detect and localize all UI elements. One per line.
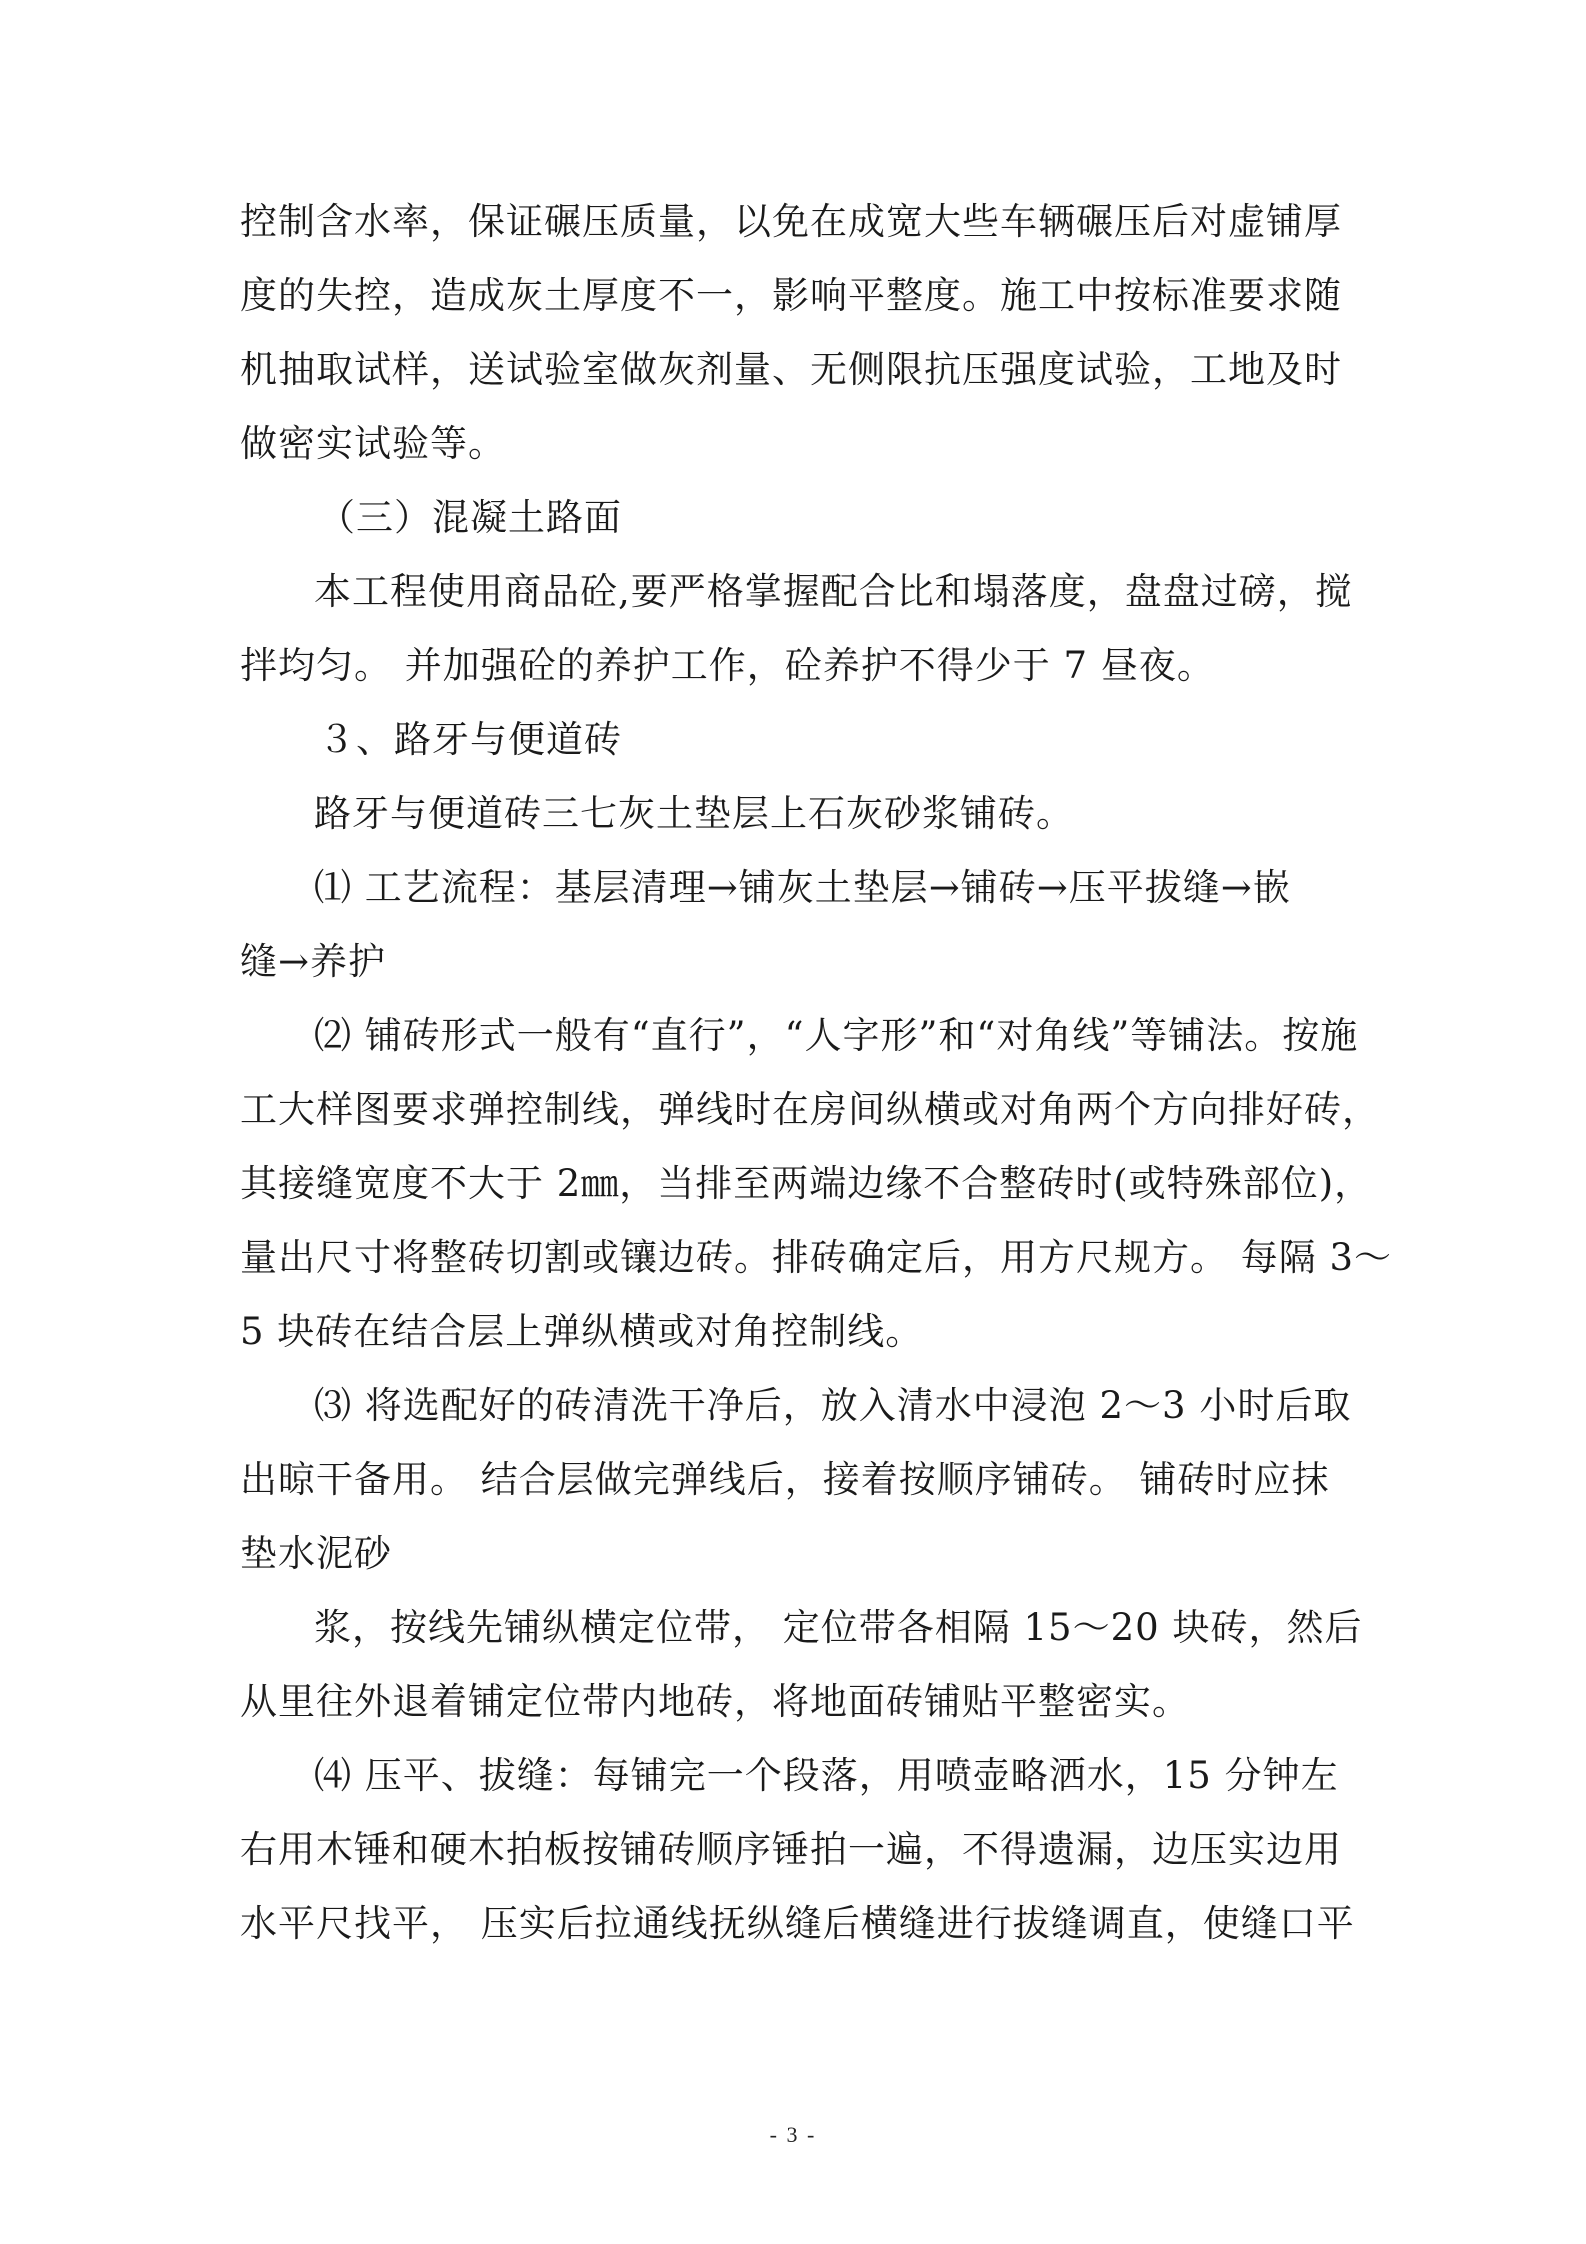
text-line: 度的失控，造成灰土厚度不一，影响平整度。施工中按标准要求随 [240, 274, 1342, 317]
text-line: 右用木锤和硬木拍板按铺砖顺序锤拍一遍，不得遗漏，边压实边用 [240, 1828, 1342, 1871]
text-line: 缝→养护 [240, 940, 387, 983]
text-line: 浆，按线先铺纵横定位带， 定位带各相隔 15～20 块砖，然后 [314, 1606, 1363, 1649]
text-line: ⑴ 工艺流程：基层清理→铺灰土垫层→铺砖→压平拔缝→嵌 [314, 866, 1291, 909]
text-line: 水平尺找平， 压实后拉通线抚纵缝后横缝进行拔缝调直，使缝口平 [240, 1902, 1355, 1945]
text-line: 控制含水率，保证碾压质量，以免在成宽大些车辆碾压后对虚铺厚 [240, 200, 1342, 243]
section-heading: ３、路牙与便道砖 [318, 718, 622, 761]
section-heading: （三）混凝土路面 [318, 496, 622, 539]
text-line: 出晾干备用。 结合层做完弹线后，接着按顺序铺砖。 铺砖时应抹 [240, 1458, 1330, 1501]
text-line: ⑷ 压平、拔缝：每铺完一个段落，用喷壶略洒水，15 分钟左 [314, 1754, 1339, 1797]
text-line: ⑵ 铺砖形式一般有“直行”，“人字形”和“对角线”等铺法。按施 [314, 1014, 1359, 1057]
text-line: 从里往外退着铺定位带内地砖，将地面砖铺贴平整密实。 [240, 1680, 1190, 1723]
text-line: 工大样图要求弹控制线，弹线时在房间纵横或对角两个方向排好砖， [240, 1088, 1380, 1131]
text-line: 路牙与便道砖三七灰土垫层上石灰砂浆铺砖。 [314, 792, 1074, 835]
text-line: 其接缝宽度不大于 2㎜，当排至两端边缘不合整砖时(或特殊部位)， [240, 1162, 1373, 1205]
text-line: 量出尺寸将整砖切割或镶边砖。排砖确定后，用方尺规方。 每隔 3～ [240, 1236, 1393, 1279]
text-line: 机抽取试样，送试验室做灰剂量、无侧限抗压强度试验，工地及时 [240, 348, 1342, 391]
body-text [240, 185, 1393, 1961]
text-line: 本工程使用商品砼,要严格掌握配合比和塌落度，盘盘过磅，搅 [314, 570, 1353, 613]
text-line: 拌均匀。 并加强砼的养护工作，砼养护不得少于 7 昼夜。 [240, 644, 1215, 687]
text-line: 5 块砖在结合层上弹纵横或对角控制线。 [240, 1310, 924, 1353]
page-number: - 3 - [769, 2122, 817, 2147]
text-line: 垫水泥砂 [240, 1532, 392, 1575]
text-line: 做密实试验等。 [240, 422, 506, 465]
text-line: ⑶ 将选配好的砖清洗干净后，放入清水中浸泡 2～3 小时后取 [314, 1384, 1352, 1427]
